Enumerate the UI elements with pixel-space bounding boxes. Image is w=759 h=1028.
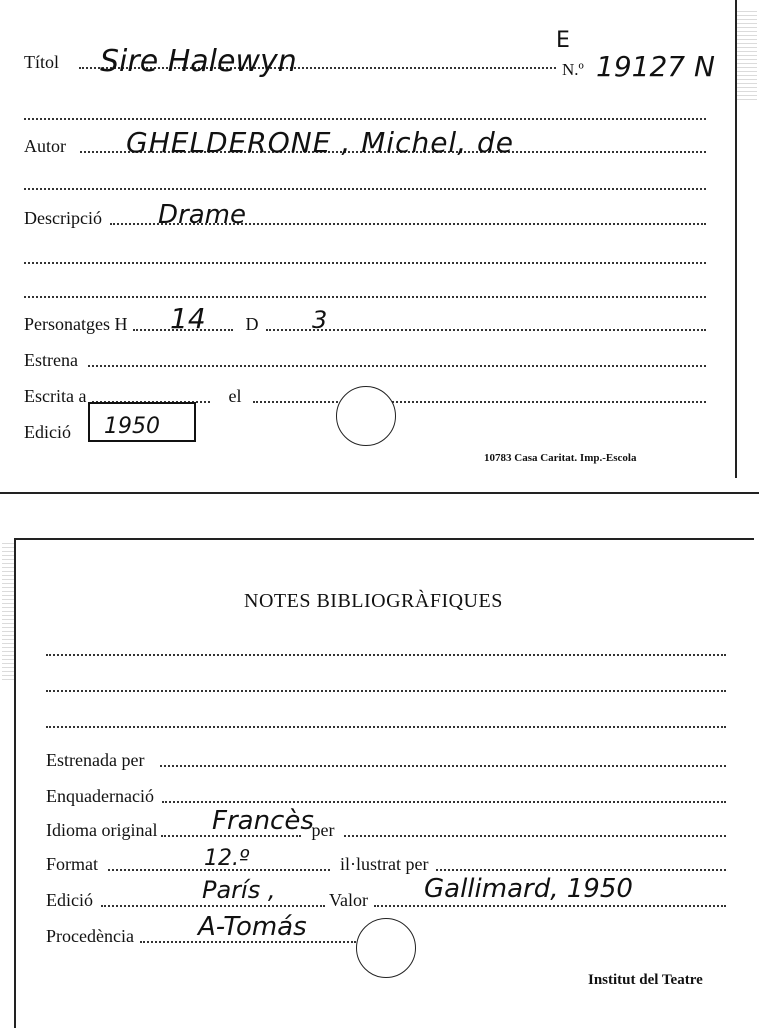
idioma-row <box>46 820 726 841</box>
format-label: Format <box>46 854 98 874</box>
notes-heading: NOTES BIBLIOGRÀFIQUES <box>244 590 503 612</box>
valor-label: Valor <box>329 890 368 910</box>
format-value: 12.º <box>204 846 250 871</box>
edicio-value: 1950 <box>104 414 160 439</box>
punch-hole <box>336 386 396 446</box>
personatges-h-value: 14 <box>170 302 206 335</box>
card-separator <box>0 492 759 494</box>
idioma-value: Francès <box>212 806 314 836</box>
illustrat-label: il·lustrat per <box>340 854 429 874</box>
personatges-d-value: 3 <box>312 306 328 334</box>
punch-hole-back <box>356 918 416 978</box>
enquadernacio-label: Enquadernació <box>46 786 154 806</box>
personatges-d-label: D <box>245 314 259 334</box>
scan-noise-left <box>2 540 14 680</box>
edicio-row <box>24 422 71 443</box>
scan-noise-right <box>737 10 757 100</box>
num-mark: E <box>556 28 570 53</box>
printer-imprint: 10783 Casa Caritat. Imp.-Escola <box>484 452 637 464</box>
edicio-back-value: París , <box>202 876 276 904</box>
estrenada-label: Estrenada per <box>46 750 145 770</box>
estrena-row <box>24 350 706 371</box>
idioma-label: Idioma original <box>46 820 158 840</box>
enquadernacio-row <box>46 786 726 807</box>
format-row <box>46 854 726 875</box>
edicio-label: Edició <box>24 422 71 442</box>
titol-label: Títol <box>24 52 59 72</box>
estrenada-row <box>46 750 726 771</box>
estrena-label: Estrena <box>24 350 78 370</box>
institution-name: Institut del Teatre <box>588 972 703 988</box>
edicio-back-label: Edició <box>46 890 93 910</box>
descripcio-label: Descripció <box>24 208 102 228</box>
catalog-card-back <box>14 538 754 1028</box>
autor-value: GHELDERONE , Michel, de <box>126 126 515 159</box>
num-label: N.º <box>562 60 584 79</box>
descripcio-row <box>24 208 706 229</box>
titol-value: Sire Halewyn <box>100 44 297 79</box>
descripcio-value: Drame <box>158 200 246 230</box>
valor-value: Gallimard, 1950 <box>424 874 633 904</box>
autor-label: Autor <box>24 136 66 156</box>
num-row <box>562 60 584 81</box>
escrita-label: Escrita a <box>24 386 87 406</box>
procedencia-label: Procedència <box>46 926 134 946</box>
idioma-per-label: per <box>311 820 335 840</box>
escrita-el-label: el <box>228 386 242 406</box>
personatges-label: Personatges H <box>24 314 128 334</box>
num-value: 19127 N <box>596 50 715 83</box>
catalog-card-front <box>0 0 737 478</box>
procedencia-value: A-Tomás <box>198 912 307 942</box>
personatges-row <box>24 314 706 335</box>
